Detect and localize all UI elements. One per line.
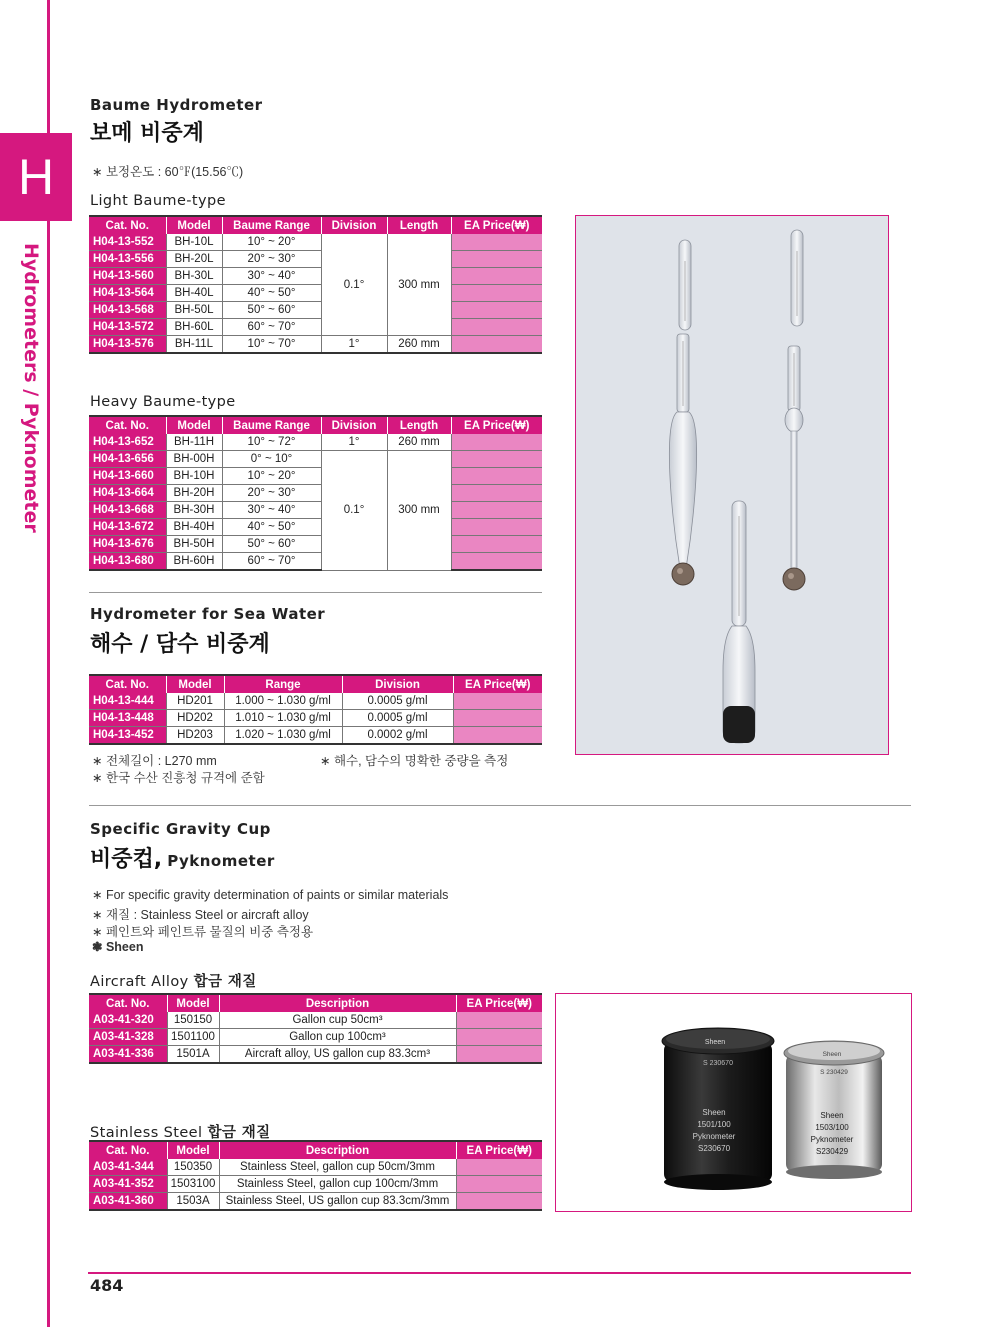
cat-no: H04-13-560 [89, 268, 166, 285]
cat-no: A03-41-344 [89, 1159, 167, 1176]
sea-title-en: Hydrometer for Sea Water [90, 605, 326, 623]
cat-no: H04-13-660 [89, 468, 166, 485]
price-cell [453, 727, 542, 745]
length: 260 mm [387, 434, 451, 451]
range: 30° ~ 40° [222, 268, 321, 285]
stainless-steel-table [89, 1140, 542, 1211]
header-model: Model [166, 216, 222, 234]
header-range: Range [224, 675, 342, 693]
cat-no: H04-13-576 [89, 336, 166, 354]
model: 1501A [167, 1046, 219, 1064]
division: 0.0002 g/ml [342, 727, 453, 745]
sea-water-table [89, 674, 542, 745]
cat-no: A03-41-352 [89, 1176, 167, 1193]
header-model: Model [166, 416, 222, 434]
cup-note-material: ∗ 재질 : Stainless Steel or aircraft alloy [92, 908, 309, 922]
aircraft-alloy-table [89, 993, 542, 1064]
price-cell [451, 336, 542, 354]
model: 150350 [167, 1159, 219, 1176]
price-cell [451, 234, 542, 251]
gravity-cup-illustration [556, 994, 911, 1211]
stainless-title: Stainless Steel 합금 재질 [90, 1125, 271, 1141]
price-cell [451, 553, 542, 571]
black-cup-model: 1501/100 [697, 1120, 731, 1129]
price-cell [451, 319, 542, 336]
header-length: Length [387, 216, 451, 234]
cat-no: A03-41-336 [89, 1046, 167, 1064]
header-description: Description [219, 994, 456, 1012]
sea-note-standard: ∗ 한국 수산 진흥청 규격에 준함 [92, 771, 265, 785]
cat-no: H04-13-668 [89, 502, 166, 519]
model: BH-60L [166, 319, 222, 336]
price-cell [456, 1029, 542, 1046]
cat-no: H04-13-452 [89, 727, 166, 745]
table-row [89, 1012, 542, 1029]
description: Stainless Steel, US gallon cup 83.3cm/3mm [219, 1193, 456, 1211]
table-row [89, 285, 542, 302]
cat-no: H04-13-664 [89, 485, 166, 502]
range: 30° ~ 40° [222, 502, 321, 519]
table-row [89, 451, 542, 468]
model: HD202 [166, 710, 224, 727]
table-row [89, 319, 542, 336]
header-division: Division [321, 216, 387, 234]
range: 20° ~ 30° [222, 485, 321, 502]
price-cell [456, 1012, 542, 1029]
cat-no: H04-13-572 [89, 319, 166, 336]
cat-no: H04-13-552 [89, 234, 166, 251]
model: BH-11L [166, 336, 222, 354]
table-header-row [89, 675, 542, 693]
range: 40° ~ 50° [222, 519, 321, 536]
cat-no: A03-41-360 [89, 1193, 167, 1211]
header-division: Division [342, 675, 453, 693]
baume-calibration-note: ∗ 보정온도 : 60℉(15.56℃) [92, 165, 244, 179]
table-row [89, 519, 542, 536]
division-group: 0.1° [321, 451, 387, 571]
cup-title-ko: 비중컵, [90, 847, 163, 872]
header-price: EA Price(₩) [451, 216, 542, 234]
model: BH-30L [166, 268, 222, 285]
cat-no: H04-13-448 [89, 710, 166, 727]
baume-title-ko: 보메 비중계 [90, 121, 204, 146]
table-row [89, 302, 542, 319]
cat-no: H04-13-676 [89, 536, 166, 553]
price-cell [456, 1159, 542, 1176]
table-header-row [89, 994, 542, 1012]
model: BH-10H [166, 468, 222, 485]
aircraft-title: Aircraft Alloy 합금 재질 [90, 974, 257, 990]
model: BH-50H [166, 536, 222, 553]
header-length: Length [387, 416, 451, 434]
model: BH-30H [166, 502, 222, 519]
range: 50° ~ 60° [222, 302, 321, 319]
division: 0.0005 g/ml [342, 710, 453, 727]
cat-no: H04-13-656 [89, 451, 166, 468]
header-cat-no: Cat. No. [89, 216, 166, 234]
description: Stainless Steel, gallon cup 100cm/3mm [219, 1176, 456, 1193]
description: Gallon cup 100cm³ [219, 1029, 456, 1046]
heavy-baume-title: Heavy Baume-type [90, 394, 236, 410]
cat-no: H04-13-652 [89, 434, 166, 451]
model: 150150 [167, 1012, 219, 1029]
section-tab: H [0, 133, 72, 221]
heavy-baume-table [89, 415, 542, 571]
price-cell [451, 468, 542, 485]
header-price: EA Price(₩) [456, 994, 542, 1012]
range: 50° ~ 60° [222, 536, 321, 553]
range: 60° ~ 70° [222, 319, 321, 336]
range: 20° ~ 30° [222, 251, 321, 268]
table-row [89, 553, 542, 571]
range: 10° ~ 70° [222, 336, 321, 354]
header-division: Division [321, 416, 387, 434]
section-divider [89, 805, 911, 806]
gravity-cup-photo [555, 993, 912, 1212]
model: BH-60H [166, 553, 222, 571]
footer-line [88, 1272, 911, 1274]
range: 0° ~ 10° [222, 451, 321, 468]
steel-cup-serial-top: S 230429 [820, 1069, 848, 1076]
price-cell [451, 302, 542, 319]
price-cell [456, 1176, 542, 1193]
cat-no: H04-13-680 [89, 553, 166, 571]
cat-no: A03-41-328 [89, 1029, 167, 1046]
price-cell [451, 536, 542, 553]
black-cup-serial: S230670 [697, 1144, 731, 1153]
model: 1501100 [167, 1029, 219, 1046]
description: Gallon cup 50cm³ [219, 1012, 456, 1029]
cup-note-brand: ❃ Sheen [92, 940, 144, 954]
length-group: 300 mm [387, 234, 451, 336]
price-cell [451, 502, 542, 519]
cat-no: H04-13-564 [89, 285, 166, 302]
table-row [89, 1159, 542, 1176]
table-row [89, 502, 542, 519]
header-cat-no: Cat. No. [89, 675, 166, 693]
model: BH-10L [166, 234, 222, 251]
price-cell [451, 485, 542, 502]
cat-no: H04-13-444 [89, 693, 166, 710]
cup-title-pyknometer: Pyknometer [167, 852, 275, 870]
division: 0.0005 g/ml [342, 693, 453, 710]
description: Stainless Steel, gallon cup 50cm/3mm [219, 1159, 456, 1176]
price-cell [456, 1046, 542, 1064]
price-cell [451, 519, 542, 536]
cup-title-line [90, 842, 275, 873]
division-group: 0.1° [321, 234, 387, 336]
baume-title-en: Baume Hydrometer [90, 96, 263, 114]
header-price: EA Price(₩) [456, 1141, 542, 1159]
price-cell [451, 251, 542, 268]
table-row [89, 710, 542, 727]
header-cat-no: Cat. No. [89, 416, 166, 434]
table-row [89, 727, 542, 745]
description: Aircraft alloy, US gallon cup 83.3cm³ [219, 1046, 456, 1064]
range: 10° ~ 20° [222, 234, 321, 251]
range: 1.000 ~ 1.030 g/ml [224, 693, 342, 710]
model: HD203 [166, 727, 224, 745]
table-row [89, 485, 542, 502]
table-row [89, 1176, 542, 1193]
header-range: Baume Range [222, 416, 321, 434]
table-row [89, 1029, 542, 1046]
page-number: 484 [90, 1276, 124, 1295]
sea-note-measure: ∗ 해수, 담수의 명확한 중량을 측정 [320, 754, 509, 768]
cup-note-usage: ∗ 페인트와 페인트류 물질의 비중 측정용 [92, 925, 314, 939]
range: 1.010 ~ 1.030 g/ml [224, 710, 342, 727]
model: 1503A [167, 1193, 219, 1211]
sea-title-ko: 해수 / 담수 비중계 [90, 632, 270, 657]
price-cell [451, 268, 542, 285]
black-cup-lid-brand: Sheen [704, 1039, 726, 1046]
length-group: 300 mm [387, 451, 451, 571]
table-row [89, 268, 542, 285]
black-cup-type: Pyknometer [692, 1132, 736, 1141]
steel-cup-type: Pyknometer [810, 1135, 854, 1144]
sea-note-length: ∗ 전체길이 : L270 mm [92, 754, 217, 768]
cat-no: A03-41-320 [89, 1012, 167, 1029]
price-cell [451, 451, 542, 468]
range: 10° ~ 72° [222, 434, 321, 451]
division: 1° [321, 434, 387, 451]
steel-cup-serial: S230429 [815, 1147, 849, 1156]
hydrometer-photo [575, 215, 889, 755]
table-header-row [89, 1141, 542, 1159]
header-range: Baume Range [222, 216, 321, 234]
table-row [89, 336, 542, 354]
table-row [89, 1193, 542, 1211]
price-cell [456, 1193, 542, 1211]
steel-cup-lid-brand: Sheen [822, 1051, 842, 1058]
cat-no: H04-13-672 [89, 519, 166, 536]
black-cup-serial-top: S 230670 [703, 1060, 733, 1067]
model: HD201 [166, 693, 224, 710]
light-baume-table [89, 215, 542, 354]
price-cell [453, 710, 542, 727]
light-baume-title: Light Baume-type [90, 193, 226, 209]
range: 10° ~ 20° [222, 468, 321, 485]
table-row [89, 434, 542, 451]
hydrometer-illustration [576, 216, 888, 754]
side-label: Hydrometers / Pyknometer [20, 243, 42, 533]
divider [89, 592, 542, 593]
division: 1° [321, 336, 387, 354]
header-description: Description [219, 1141, 456, 1159]
steel-cup-brand: Sheen [820, 1111, 844, 1120]
table-row [89, 468, 542, 485]
table-row [89, 536, 542, 553]
header-model: Model [167, 994, 219, 1012]
price-cell [453, 693, 542, 710]
cat-no: H04-13-568 [89, 302, 166, 319]
header-price: EA Price(₩) [453, 675, 542, 693]
table-header-row [89, 216, 542, 234]
range: 1.020 ~ 1.030 g/ml [224, 727, 342, 745]
header-cat-no: Cat. No. [89, 1141, 167, 1159]
model: BH-20L [166, 251, 222, 268]
cup-note-purpose: ∗ For specific gravity determination of paints or similar materials [92, 888, 449, 902]
black-cup-brand: Sheen [702, 1108, 726, 1117]
range: 40° ~ 50° [222, 285, 321, 302]
header-model: Model [166, 675, 224, 693]
model: BH-20H [166, 485, 222, 502]
table-header-row [89, 416, 542, 434]
steel-cup-model: 1503/100 [815, 1123, 849, 1132]
table-row [89, 234, 542, 251]
table-row [89, 251, 542, 268]
length: 260 mm [387, 336, 451, 354]
range: 60° ~ 70° [222, 553, 321, 571]
header-cat-no: Cat. No. [89, 994, 167, 1012]
cup-title-en: Specific Gravity Cup [90, 820, 271, 838]
header-model: Model [167, 1141, 219, 1159]
price-cell [451, 434, 542, 451]
header-price: EA Price(₩) [451, 416, 542, 434]
model: BH-40L [166, 285, 222, 302]
model: BH-11H [166, 434, 222, 451]
model: BH-00H [166, 451, 222, 468]
price-cell [451, 285, 542, 302]
model: 1503100 [167, 1176, 219, 1193]
model: BH-40H [166, 519, 222, 536]
model: BH-50L [166, 302, 222, 319]
table-row [89, 693, 542, 710]
table-row [89, 1046, 542, 1064]
cat-no: H04-13-556 [89, 251, 166, 268]
